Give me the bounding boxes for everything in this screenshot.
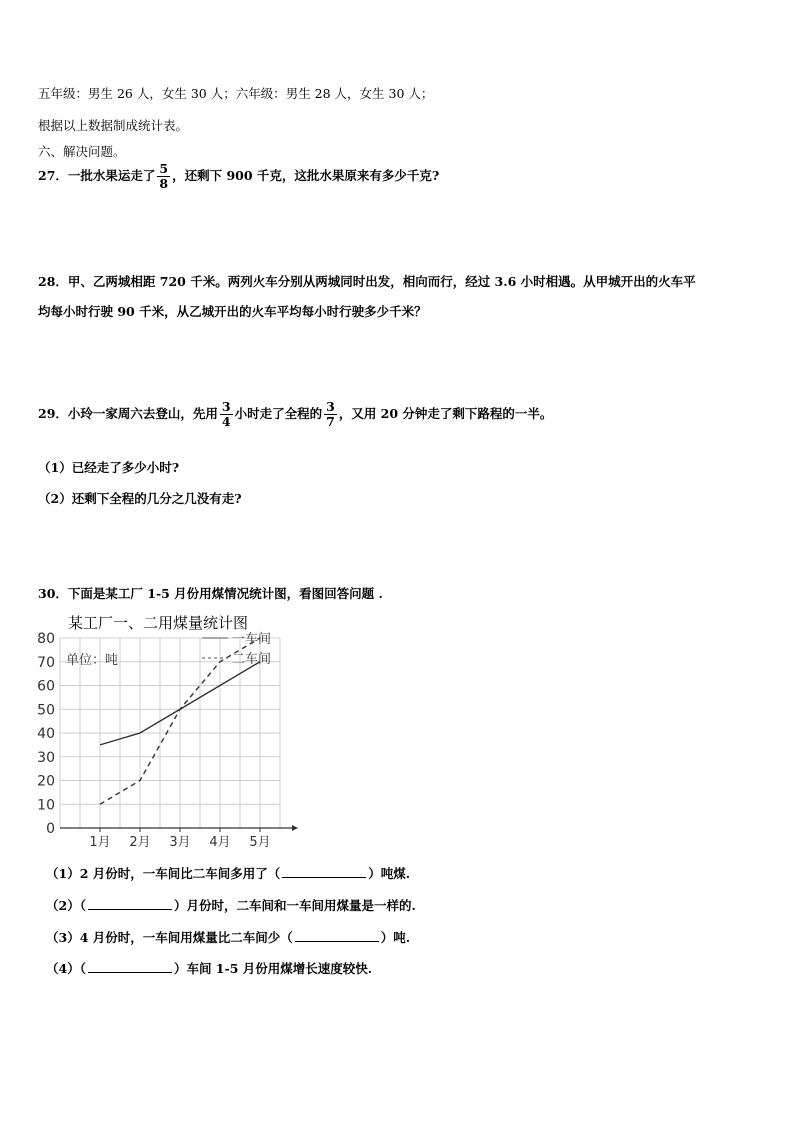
question-27: [38, 162, 439, 191]
question-29: [38, 400, 552, 429]
q30-sub4-pre: （4）（: [46, 961, 86, 976]
q29-sub2: （2）还剩下全程的几分之几没有走?: [38, 491, 242, 506]
q30-sub2-pre: （2）（: [46, 898, 86, 913]
q30-sub3-pre: （3）4 月份时，一车间用煤量比二车间少（: [46, 930, 293, 945]
y-tick-label: 60: [37, 678, 55, 695]
question-30-intro: 30．下面是某工厂 1-5 月份用煤情况统计图，看图回答问题 .: [38, 586, 383, 601]
q30-sub2: [46, 896, 416, 914]
y-tick-label: 20: [37, 773, 55, 790]
q27-text-pre: 27．一批水果运走了: [38, 168, 156, 183]
q29-text-mid: 小时走了全程的: [234, 406, 323, 421]
x-tick-labels: [89, 828, 270, 850]
y-tick-labels: [37, 631, 55, 837]
legend-label: 二车间: [232, 652, 272, 667]
q30-sub2-post: ）月份时，二车间和一车间用煤量是一样的.: [173, 898, 416, 913]
q27-frac-den: 8: [159, 176, 169, 191]
x-tick-label: 5月: [249, 835, 271, 850]
chart-title: 某工厂一、二用煤量统计图: [68, 614, 249, 632]
q30-sub4: [46, 959, 372, 977]
y-tick-label: 70: [37, 654, 55, 671]
q29-sub1: （1）已经走了多少小时?: [38, 460, 180, 475]
x-tick-label: 1月: [89, 835, 111, 850]
q30-sub1-post: ）吨煤.: [368, 866, 411, 881]
chart-axes: [60, 825, 298, 831]
x-axis-arrow: [292, 825, 298, 831]
q29-frac2-num: 3: [326, 399, 335, 414]
q27-frac-num: 5: [159, 161, 169, 176]
q27-fraction: [157, 162, 170, 191]
q30-sub1-pre: （1）2 月份时，一车间比二车间多用了（: [46, 866, 281, 881]
q30-sub3: [46, 928, 410, 946]
answer-blank-2[interactable]: [88, 897, 172, 910]
question-28-line2: 均每小时行驶 90 千米，从乙城开出的火车平均每小时行驶多少千米？: [38, 304, 427, 319]
y-tick-label: 30: [37, 749, 55, 766]
y-tick-label: 80: [37, 631, 55, 647]
q27-text-post: ，还剩下 900 千克，这批水果原来有多少千克?: [172, 168, 440, 183]
y-tick-label: 40: [37, 726, 55, 742]
line-chart: [30, 628, 310, 858]
answer-blank-3[interactable]: [295, 929, 379, 942]
q29-frac1-num: 3: [221, 399, 231, 414]
q29-frac1-den: 4: [221, 414, 231, 429]
q29-text-post: ，又用 20 分钟走了剩下路程的一半。: [338, 406, 553, 421]
y-tick-label: 0: [46, 821, 55, 837]
y-tick-label: 10: [37, 797, 55, 814]
q29-frac2-den: 7: [326, 414, 335, 429]
q30-sub1: [46, 864, 410, 882]
x-tick-label: 2月: [129, 835, 151, 850]
q29-fraction-2: [324, 400, 337, 429]
q30-sub4-post: ）车间 1-5 月份用煤增长速度较快.: [173, 961, 373, 976]
line-grade-data: 五年级：男生 26 人，女生 30 人；六年级：男生 28 人，女生 30 人；: [38, 86, 434, 101]
q29-fraction-1: [220, 400, 233, 429]
line-make-table: 根据以上数据制成统计表。: [38, 118, 189, 133]
y-tick-label: 50: [37, 702, 55, 719]
answer-blank-4[interactable]: [88, 960, 172, 973]
section-heading: 六、解决问题。: [38, 144, 126, 159]
x-tick-label: 3月: [169, 835, 191, 850]
unit-label: 单位：吨: [66, 653, 119, 668]
legend-label: 一车间: [232, 632, 272, 647]
q29-text-pre: 29．小玲一家周六去登山，先用: [38, 406, 218, 421]
q30-sub3-post: ）吨.: [380, 930, 411, 945]
answer-blank-1[interactable]: [282, 865, 366, 878]
question-28-line1: 28．甲、乙两城相距 720 千米。两列火车分别从两城同时出发，相向而行，经过 3.6 小时相遇。从甲城开出的火车平: [38, 274, 696, 289]
x-tick-label: 4月: [209, 835, 231, 850]
